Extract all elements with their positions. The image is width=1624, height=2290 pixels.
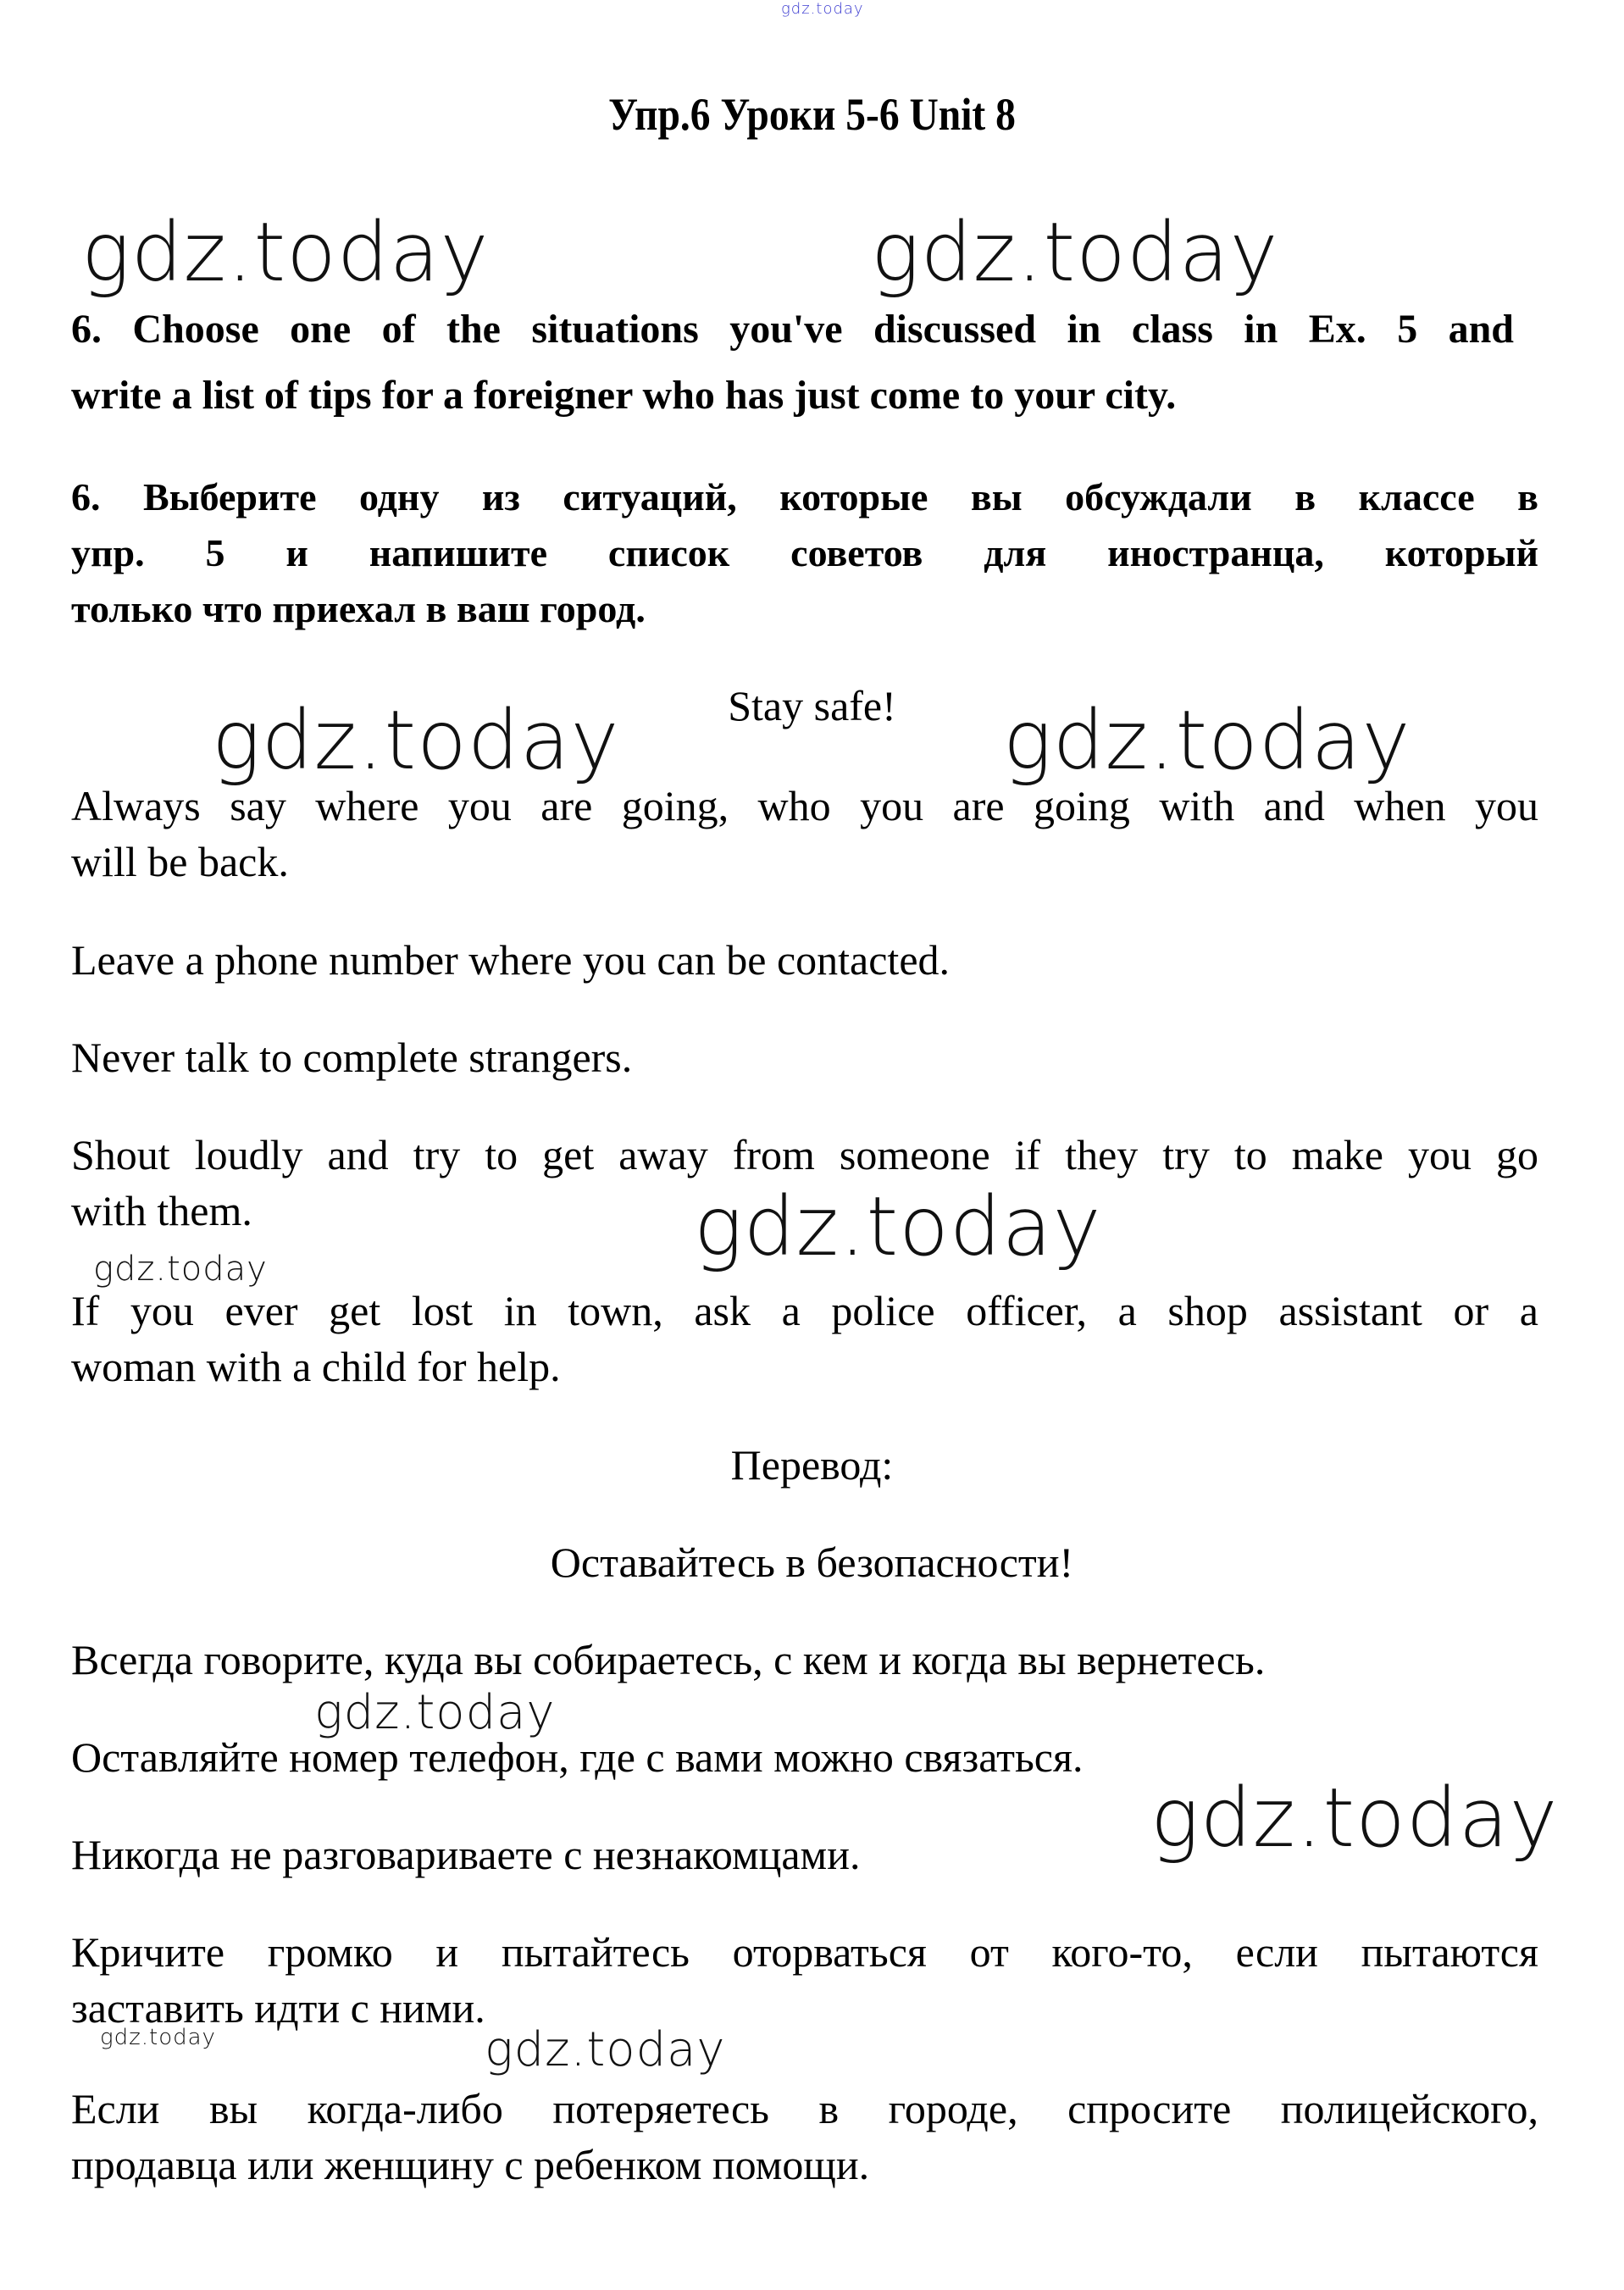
tip-ru-3	[71, 1827, 1538, 1882]
tip-ru-5	[71, 2081, 1538, 2193]
tip-line: Shout loudly and try to get away from someone if they try to make you go	[71, 1131, 1538, 1178]
tip-line: Всегда говорите, куда вы собираетесь, с кем и когда вы вернетесь.	[71, 1636, 1266, 1683]
tip-en-4	[71, 1127, 1538, 1239]
tip-line: woman with a child for help.	[71, 1343, 561, 1390]
tip-line: Оставляйте номер телефон, где с вами можно связаться.	[71, 1733, 1084, 1781]
tip-line: продавца или женщину с ребенком помощи.	[71, 2141, 870, 2188]
tip-ru-4	[71, 1924, 1538, 2036]
task-line: 6. Выберите одну из ситуаций, которые вы обсуждали в классе в	[71, 475, 1538, 518]
watermark: gdz.today	[314, 1685, 556, 1740]
tip-line: If you ever get lost in town, ask a police officer, a shop assistant or a	[71, 1287, 1538, 1334]
watermark: gdz.today	[93, 1250, 268, 1289]
tip-line: Never talk to complete strangers.	[71, 1034, 633, 1081]
task-english	[71, 297, 1514, 429]
watermark: gdz.today	[694, 1179, 1102, 1274]
tip-line: Always say where you are going, who you are going with and when you	[71, 782, 1538, 829]
answer-title: Stay safe!	[728, 682, 896, 729]
watermark: gdz.today	[81, 205, 490, 300]
tip-line: Если вы когда-либо потеряетесь в городе, спросите полицейского,	[71, 2085, 1538, 2132]
task-line: упр. 5 и напишите список советов для иностранца, который	[71, 531, 1538, 574]
tip-en-1	[71, 778, 1538, 890]
tip-en-5	[71, 1283, 1538, 1395]
translation-label: Перевод:	[730, 1441, 894, 1489]
task-line: write a list of tips for a foreigner who has just come to your city.	[71, 373, 1177, 418]
translation-title: Оставайтесь в безопасности!	[550, 1539, 1074, 1586]
page-title: Упр.6 Уроки 5-6 Unit 8	[608, 89, 1016, 140]
task-russian	[71, 469, 1538, 637]
tip-line: Leave a phone number where you can be contacted.	[71, 936, 951, 984]
watermark: gdz.today	[485, 2022, 726, 2077]
watermark-top: gdz.today	[781, 0, 864, 18]
tip-line: Никогда не разговариваете с незнакомцами.	[71, 1831, 861, 1878]
tip-line: will be back.	[71, 838, 289, 885]
watermark: gdz.today	[1150, 1771, 1559, 1866]
task-line: 6. Choose one of the situations you've discussed in class in Ex. 5 and	[71, 307, 1514, 352]
tip-line: Кричите громко и пытайтесь оторваться от кого-то, если пытаются	[71, 1928, 1538, 1976]
watermark: gdz.today	[212, 693, 620, 788]
task-line: только что приехал в ваш город.	[71, 587, 646, 630]
tip-line: заставить идти с ними.	[71, 1984, 485, 2032]
tip-ru-2	[71, 1729, 1538, 1785]
tip-en-3	[71, 1029, 1538, 1085]
tip-en-2	[71, 932, 1538, 988]
watermark: gdz.today	[1003, 693, 1411, 788]
watermark: gdz.today	[100, 2025, 216, 2050]
tip-line: with them.	[71, 1187, 252, 1234]
watermark: gdz.today	[871, 205, 1279, 300]
tip-ru-1	[71, 1632, 1538, 1688]
